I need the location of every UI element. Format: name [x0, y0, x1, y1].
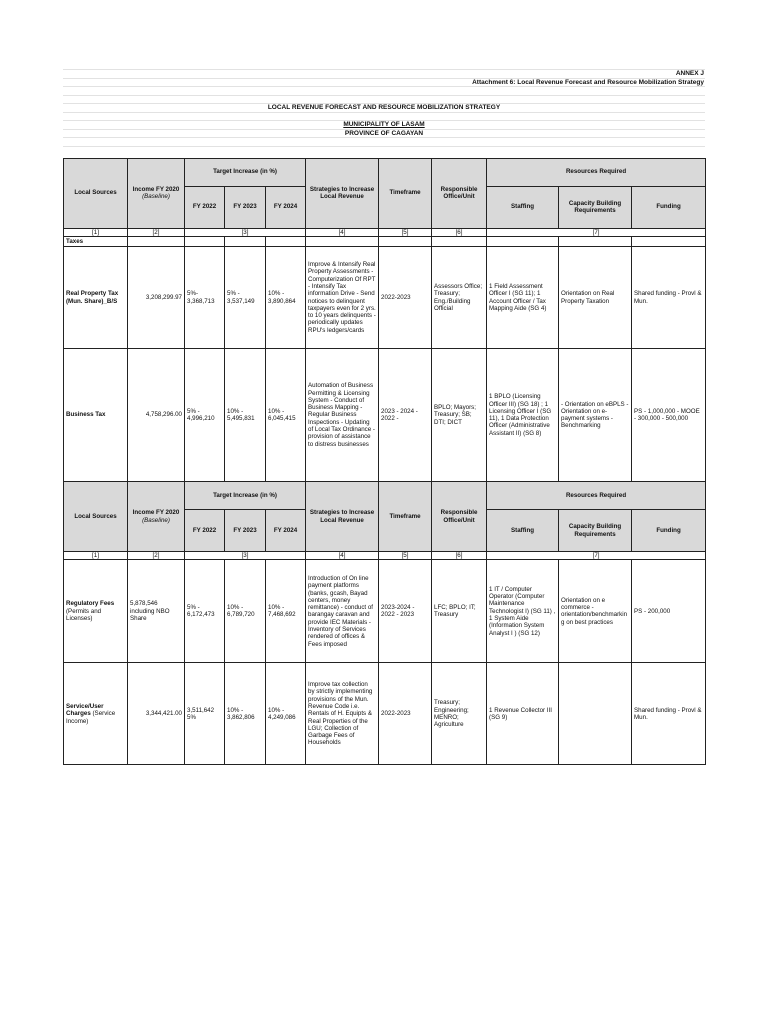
- blank-row: [63, 95, 705, 104]
- attachment-title: Attachment 6: Local Revenue Forecast and Resource Mobilization Strategy: [63, 78, 705, 87]
- col-strategies: Strategies to Increase Local Revenue: [306, 482, 379, 552]
- index-row: [1] [2] [3] [4] [5] [6] [7]: [64, 228, 706, 236]
- office-cell: Assessors Office; Treasury; Eng./Building Official: [432, 247, 487, 349]
- fy2022-cell: 5% - 6,172,473: [185, 560, 225, 663]
- col-income: Income FY 2020 (Baseline): [128, 482, 185, 552]
- table-row: [64, 247, 706, 349]
- blank-row: [63, 146, 705, 158]
- col-fy2022: FY 2022: [185, 186, 225, 228]
- revenue-table: [63, 158, 706, 766]
- capacity-cell: - Orientation on eBPLS - Orientation on e-payment systems - Benchmarking: [559, 349, 632, 482]
- col-target: Target Increase (in %): [185, 482, 306, 510]
- office-cell: Treasury; Engineering; MENRO; Agriculture: [432, 663, 487, 765]
- funding-cell: PS - 200,000: [632, 560, 706, 663]
- fy2022-cell: 3,511,642 5%: [185, 663, 225, 765]
- fy2022-cell: 5%- 3,368,713: [185, 247, 225, 349]
- col-staffing: Staffing: [487, 186, 559, 228]
- section-row: [64, 236, 706, 246]
- staffing-cell: 1 Field Assessment Officer I (SG 11); 1 Account Officer / Tax Mapping Aide (SG 4): [487, 247, 559, 349]
- col-fy2024: FY 2024: [266, 510, 306, 552]
- fy2024-cell: 10% - 4,249,086: [266, 663, 306, 765]
- col-funding: Funding: [632, 510, 706, 552]
- col-office: Responsible Office/Unit: [432, 158, 487, 228]
- municipality-label: MUNICIPALITY OF LASAM: [63, 120, 705, 129]
- col-office: Responsible Office/Unit: [432, 482, 487, 552]
- income-cell: 5,878,546 including NBO Share: [128, 560, 185, 663]
- col-fy2023: FY 2023: [225, 186, 266, 228]
- col-local-sources: Local Sources: [64, 158, 128, 228]
- col-capacity: Capacity Building Requirements: [559, 186, 632, 228]
- income-cell: 3,208,299.97: [128, 247, 185, 349]
- funding-cell: PS - 1,000,000 - MOOE - 300,000 - 500,000: [632, 349, 706, 482]
- fy2023-cell: 10% - 3,862,806: [225, 663, 266, 765]
- spreadsheet: [63, 69, 705, 765]
- fy2023-cell: 10% - 6,789,720: [225, 560, 266, 663]
- col-resources: Resources Required: [487, 158, 706, 186]
- blank-row: [63, 112, 705, 121]
- col-fy2024: FY 2024: [266, 186, 306, 228]
- office-cell: LFC; BPLO; IT; Treasury: [432, 560, 487, 663]
- col-fy2022: FY 2022: [185, 510, 225, 552]
- col-funding: Funding: [632, 186, 706, 228]
- table-row: [64, 349, 706, 482]
- province-label: PROVINCE OF CAGAYAN: [63, 129, 705, 138]
- table-row: [64, 663, 706, 765]
- document-title: LOCAL REVENUE FORECAST AND RESOURCE MOBILIZATION STRATEGY: [63, 103, 705, 112]
- fy2024-cell: 10% - 7,468,692: [266, 560, 306, 663]
- source-cell: Service/User Charges (Service Income): [64, 663, 128, 765]
- fy2022-cell: 5% - 4,996,210: [185, 349, 225, 482]
- col-income: Income FY 2020 (Baseline): [128, 158, 185, 228]
- income-cell: 3,344,421.00: [128, 663, 185, 765]
- timeframe-cell: 2022-2023: [379, 247, 432, 349]
- col-resources: Resources Required: [487, 482, 706, 510]
- blank-row: [63, 137, 705, 146]
- fy2023-cell: 5% - 3,537,149: [225, 247, 266, 349]
- col-capacity: Capacity Building Requirements: [559, 510, 632, 552]
- income-cell: 4,758,296.00: [128, 349, 185, 482]
- col-fy2023: FY 2023: [225, 510, 266, 552]
- capacity-cell: [559, 663, 632, 765]
- fy2024-cell: 10% - 3,890,864: [266, 247, 306, 349]
- blank-row: [63, 86, 705, 95]
- staffing-cell: 1 Revenue Collector III (SG 9): [487, 663, 559, 765]
- col-timeframe: Timeframe: [379, 482, 432, 552]
- staffing-cell: 1 BPLO (Licensing Officer III) (SG 18) ; 1 Licensing Officer I (SG 11), 1 Data Protection Officer (Administrative Assistant II) (SG 8): [487, 349, 559, 482]
- fy2024-cell: 10% - 6,045,415: [266, 349, 306, 482]
- timeframe-cell: 2023 - 2024 - 2022 -: [379, 349, 432, 482]
- strategies-cell: Improve tax collection by strictly implementing provisions of the Mun. Revenue Code i.e. Rentals of H. Equipts & Real Properties of the LGU; Collection of Garbage Fees of Households: [306, 663, 379, 765]
- timeframe-cell: 2023-2024 - 2022 - 2023: [379, 560, 432, 663]
- col-staffing: Staffing: [487, 510, 559, 552]
- col-strategies: Strategies to Increase Local Revenue: [306, 158, 379, 228]
- office-cell: BPLO; Mayors; Treasury; SB; DTI; DICT: [432, 349, 487, 482]
- capacity-cell: Orientation on Real Property Taxation: [559, 247, 632, 349]
- annex-label: ANNEX J: [63, 69, 705, 78]
- funding-cell: Shared funding - Provl & Mun.: [632, 247, 706, 349]
- timeframe-cell: 2022-2023: [379, 663, 432, 765]
- col-local-sources: Local Sources: [64, 482, 128, 552]
- source-cell: Real Property Tax (Mun. Share)_B/S: [64, 247, 128, 349]
- col-timeframe: Timeframe: [379, 158, 432, 228]
- table-row: [64, 560, 706, 663]
- staffing-cell: 1 IT / Computer Operator (Computer Maintenance Technologist I) (SG 11) , 1 System Aide (Information System Analyst I ) (SG 12): [487, 560, 559, 663]
- col-target: Target Increase (in %): [185, 158, 306, 186]
- fy2023-cell: 10% - 5,495,831: [225, 349, 266, 482]
- strategies-cell: Introduction of On line payment platforms (banks, gcash, Bayad centers, money remittance) - conduct of barangay caravan and provide IEC Materials - Inventory of Services rendered of offices & Fees imposed: [306, 560, 379, 663]
- capacity-cell: Orientation on e commerce - orientation/benchmarking on best practices: [559, 560, 632, 663]
- strategies-cell: Automation of Business Permitting & Licensing System - Conduct of Business Mapping - Regular Business Inspections - Updating of Local Tax Ordinance - provision of assistance to distress businesses: [306, 349, 379, 482]
- funding-cell: Shared funding - Provl & Mun.: [632, 663, 706, 765]
- index-row: [1] [2] [3] [4] [5] [6] [7]: [64, 552, 706, 560]
- source-cell: Business Tax: [64, 349, 128, 482]
- section-taxes: Taxes: [64, 236, 128, 246]
- source-cell: Regulatory Fees (Permits and Licenses): [64, 560, 128, 663]
- strategies-cell: Improve & Intensify Real Property Assessments - Computerization Of RPT - Intensify Tax information Drive - Send notices to delinquent taxpayers even for 2 yrs. to 10 years delinquents - periodically updates RPU's ledgers/cards: [306, 247, 379, 349]
